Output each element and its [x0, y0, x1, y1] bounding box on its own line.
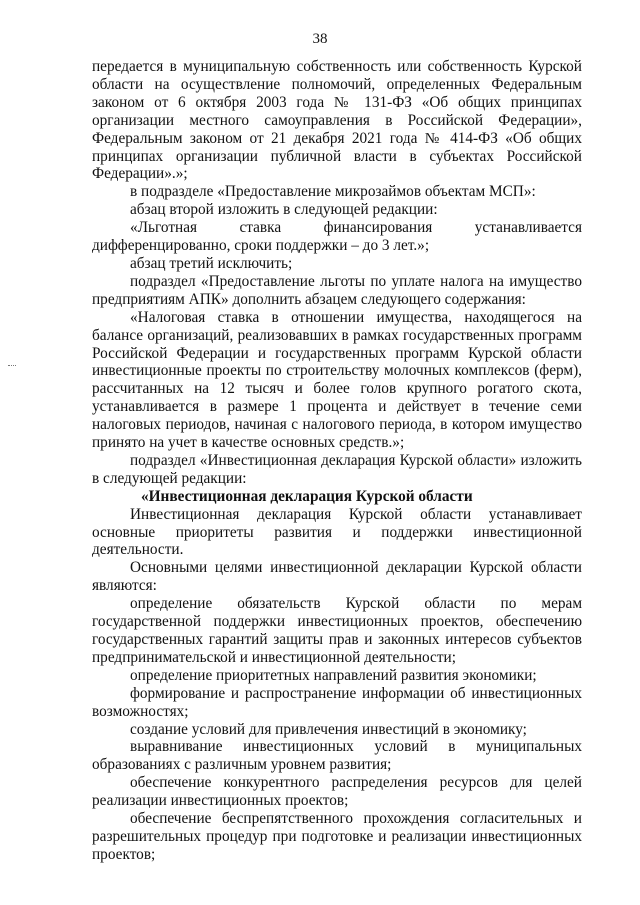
paragraph: выравнивание инвестиционных условий в муниципальных образованиях с различным уровнем развития; [92, 738, 582, 774]
paragraph: подраздел «Предоставление льготы по уплате налога на имущество предприятиям АПК» дополнить абзацем следующего содержания: [92, 272, 582, 308]
paragraph: в подразделе «Предоставление микрозаймов объектам МСП»: [130, 183, 536, 201]
paragraph: определение обязательств Курской области по мерам государственной поддержки инвестиционных проектов, обеспечению государственных гарантий защиты прав и законных интересов субъектов предпринимательской и инвестиционной деятельности; [92, 595, 582, 666]
paragraph: абзац второй изложить в следующей редакции: [130, 201, 438, 219]
paragraph: передается в муниципальную собственность или собственность Курской области на осуществление полномочий, определенных Федеральным законом от 6 октября 2003 года № 131-ФЗ «Об общих принципах организации местного самоуправления в Российской Федерации», Федеральным законом от 21 декабря 2021 года № 414-ФЗ «Об общих принципах организации публичной власти в субъектах Российской Федерации».»; [92, 58, 582, 183]
paragraph: обеспечение конкурентного распределения ресурсов для целей реализации инвестиционных проектов; [92, 774, 582, 810]
document-body [92, 58, 582, 864]
paragraph: Инвестиционная декларация Курской области устанавливает основные приоритеты развития и поддержки инвестиционной деятельности. [92, 505, 582, 559]
margin-scan-mark [8, 365, 16, 368]
paragraph: «Льготная ставка финансирования устанавливается дифференцированно, сроки поддержки – до 3 лет.»; [92, 219, 582, 255]
paragraph: подраздел «Инвестиционная декларация Курской области» изложить в следующей редакции: [92, 451, 582, 487]
paragraph: обеспечение беспрепятственного прохождения согласительных и разрешительных процедур при подготовке и реализации инвестиционных проектов; [92, 810, 582, 863]
paragraph: формирование и распространение информации об инвестиционных возможностях; [92, 684, 582, 720]
page-number: 38 [312, 31, 328, 47]
paragraph: «Налоговая ставка в отношении имущества, находящегося на балансе организаций, реализовавших в рамках государственных программ Российской Федерации и государственных программ Курской области инвестиционные проекты по строительству молочных комплексов (ферм), рассчитанных на 12 тысяч и более голов крупного рогатого скота, устанавливается в размере 1 процента и действует в течение семи налоговых периодов, начиная с налогового периода, в котором имущество принято на учет в качестве основных средств.»; [92, 308, 582, 452]
paragraph: абзац третий исключить; [130, 254, 293, 272]
paragraph: определение приоритетных направлений развития экономики; [130, 666, 537, 684]
paragraph: Основными целями инвестиционной декларации Курской области являются: [92, 559, 582, 595]
paragraph: создание условий для привлечения инвестиций в экономику; [130, 720, 527, 738]
section-heading: «Инвестиционная декларация Курской области [141, 487, 473, 505]
